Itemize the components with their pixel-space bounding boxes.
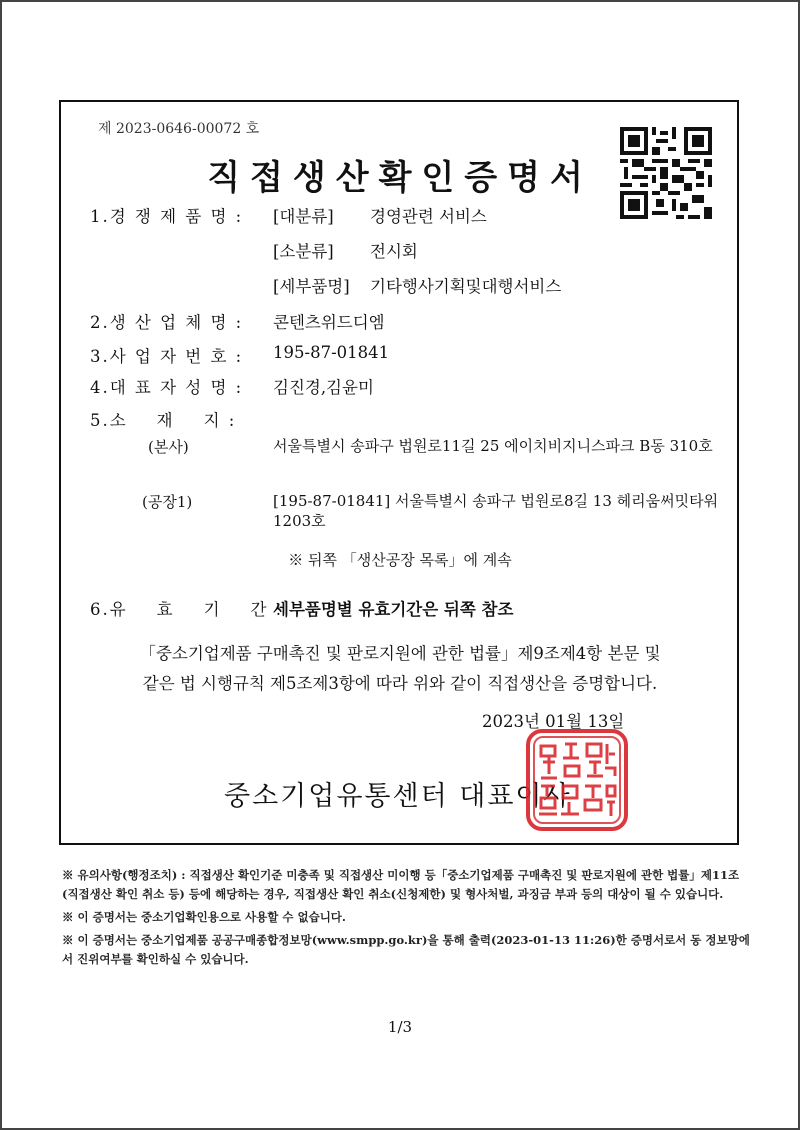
note-administrative-action: ※ 유의사항(행정조치) : 직접생산 확인기준 미충족 및 직접생산 미이행 등「중소기업제품 구매촉진 및 판로지원에 관한 법률」제11조(직접생산 확인 취소 등) 등에 해당하는 경우, 직접생산 확인 취소(신청제한) 및 형사처벌, 과징금 부과 등의 대상이 될 수 있습니다. — [62, 868, 740, 901]
note-verification: ※ 이 증명서는 중소기업제품 공공구매종합정보망(www.smpp.go.kr)을 통해 출력(2023-01-13 11:26)한 증명서로서 동 정보망에서 진위여부를 확인하실 수 있습니다. — [62, 933, 750, 966]
issuer-name: 중소기업유통센터 대표이사 — [224, 781, 572, 812]
major-category-label: [대분류] — [273, 207, 334, 226]
ceo-label: 4.대 표 자 성 명 : — [90, 378, 244, 397]
factory-label: (공장1) — [142, 493, 193, 511]
company-value: 콘텐츠위드디엠 — [273, 313, 385, 332]
location-label: 5.소 재 지 : — [90, 411, 237, 430]
major-category-value: 경영관련 서비스 — [370, 207, 487, 226]
validity-label: 6.유 효 기 간 : — [90, 600, 284, 619]
note-usage-restriction: ※ 이 증명서는 중소기업확인용으로 사용할 수 없습니다. — [62, 910, 346, 924]
factory-address: [195-87-01841] 서울특별시 송파구 법원로8길 13 헤리움써밋타워 1203호 — [273, 492, 719, 530]
legal-line-1: 「중소기업제품 구매촉진 및 판로지원에 관한 법률」제9조제4항 본문 및 — [139, 644, 661, 663]
page-number: 1/3 — [387, 1018, 413, 1036]
hq-label: (본사) — [148, 438, 189, 456]
certificate-number: 제 2023-0646-00072 호 — [98, 121, 260, 137]
ceo-value: 김진경,김윤미 — [273, 378, 374, 397]
company-label: 2.생 산 업 체 명 : — [90, 313, 244, 332]
issue-date: 2023년 01월 13일 — [482, 712, 625, 731]
detail-item-label: [세부품명] — [273, 277, 350, 296]
validity-value: 세부품명별 유효기간은 뒤쪽 참조 — [273, 600, 514, 619]
business-number-label: 3.사 업 자 번 호 : — [90, 347, 244, 366]
continued-note: ※ 뒤쪽 「생산공장 목록」에 계속 — [288, 551, 512, 569]
legal-line-2: 같은 법 시행규칙 제5조제3항에 따라 위와 같이 직접생산을 증명합니다. — [142, 674, 658, 693]
hq-address: 서울특별시 송파구 법원로11길 25 에이치비지니스파크 B동 310호 — [273, 437, 713, 455]
item-label: 1.경 쟁 제 품 명 : — [90, 207, 244, 226]
document-title: 직접생산확인증명서 — [207, 158, 593, 198]
business-number-value: 195-87-01841 — [273, 343, 390, 362]
minor-category-label: [소분류] — [273, 242, 334, 261]
minor-category-value: 전시회 — [370, 242, 418, 261]
detail-item-value: 기타행사기획및대행서비스 — [370, 277, 562, 296]
official-seal-icon — [525, 728, 629, 832]
